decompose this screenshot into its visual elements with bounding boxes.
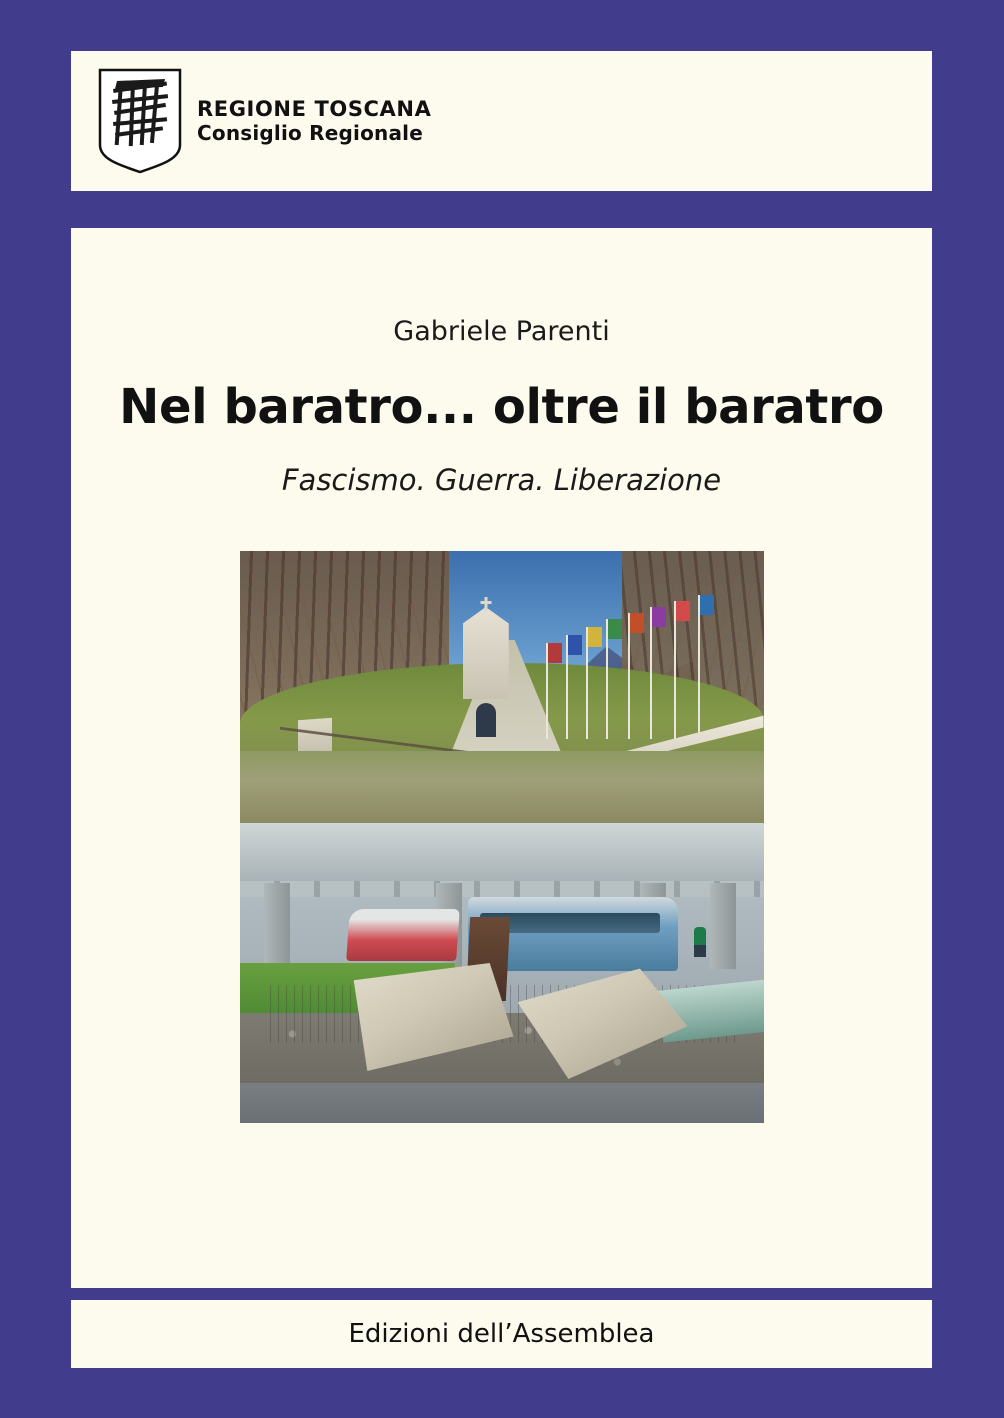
station-stone-blocks-photo	[240, 823, 764, 1123]
main-panel	[71, 228, 932, 1288]
canopy-pillar	[710, 883, 736, 969]
logo-text	[197, 98, 431, 144]
foreground-ground	[240, 751, 764, 823]
organization-body: Consiglio Regionale	[197, 120, 423, 145]
train-red	[346, 909, 460, 961]
organization-name: REGIONE TOSCANA	[197, 97, 432, 122]
header-panel	[71, 51, 932, 191]
memorial-hill-photo	[240, 551, 764, 823]
memorial-monument	[463, 607, 509, 699]
book-subtitle: Fascismo. Guerra. Liberazione	[281, 463, 722, 497]
logo-block	[97, 67, 431, 175]
monument-arch	[476, 703, 496, 737]
flagpoles	[540, 589, 710, 739]
worker-figure	[694, 927, 706, 957]
book-author: Gabriele Parenti	[393, 316, 610, 347]
publisher-name: Edizioni dell’Assemblea	[348, 1319, 655, 1349]
footer-panel	[71, 1300, 932, 1368]
canopy-pillar	[264, 883, 290, 969]
cover-images	[240, 551, 764, 1123]
tuscany-coat-of-arms-icon	[97, 67, 183, 175]
book-title: Nel baratro... oltre il baratro	[119, 379, 884, 435]
cross-icon	[484, 597, 487, 611]
station-canopy	[240, 823, 764, 897]
